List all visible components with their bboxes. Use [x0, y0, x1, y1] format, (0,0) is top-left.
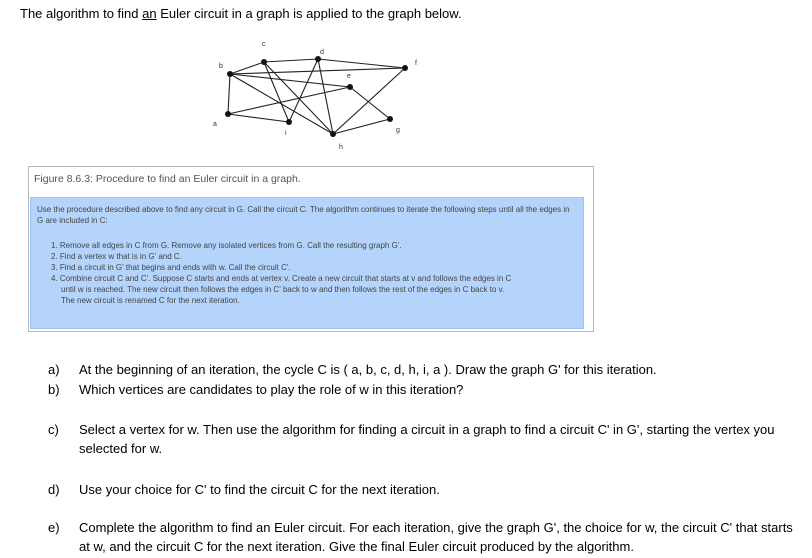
label-d: d: [320, 49, 324, 56]
label-h: h: [339, 144, 343, 151]
vertex-e: [347, 84, 353, 90]
question-e-text: Complete the algorithm to find an Euler circuit. For each iteration, give the graph G', the choice for w, the circuit C' that starts at w, and the circuit C for the next iteration. Give the final Euler circuit produced by the algorithm.: [79, 520, 793, 554]
question-b-label: b): [48, 382, 60, 397]
label-i: i: [285, 130, 287, 137]
figure-caption: Figure 8.6.3: Procedure to find an Euler circuit in a graph.: [34, 173, 301, 185]
label-c: c: [262, 41, 266, 48]
question-c-label: c): [48, 422, 59, 437]
vertex-c: [261, 59, 267, 65]
graph-edges: [228, 59, 405, 134]
vertex-d: [315, 56, 321, 62]
procedure-box: [30, 197, 584, 329]
edge-b-f: [230, 68, 405, 74]
edge-b-a: [228, 74, 230, 114]
intro-before: The algorithm to find: [20, 6, 143, 21]
vertex-g: [387, 116, 393, 122]
label-b: b: [219, 63, 223, 70]
edge-d-i: [289, 59, 318, 122]
question-d-text: Use your choice for C' to find the circuit C for the next iteration.: [79, 482, 440, 497]
vertex-i: [286, 119, 292, 125]
step-2: 2. Find a vertex w that is in G' and C.: [51, 252, 182, 261]
label-a: a: [213, 121, 217, 128]
vertex-a: [225, 111, 231, 117]
edge-d-f: [318, 59, 405, 68]
vertex-h: [330, 131, 336, 137]
intro-underlined: an: [142, 6, 157, 21]
question-e-label: e): [48, 520, 60, 535]
procedure-steps: [51, 240, 571, 306]
intro-text: [20, 6, 462, 21]
step-4-cont-2: The new circuit is renamed C for the next iteration.: [61, 296, 240, 305]
edge-a-i: [228, 114, 289, 122]
step-3: 3. Find a circuit in G' that begins and ends with w. Call the circuit C'.: [51, 263, 291, 272]
question-a-text: At the beginning of an iteration, the cycle C is ( a, b, c, d, h, i, a ). Draw the graph G' for this iteration.: [79, 362, 657, 377]
edge-e-g: [350, 87, 390, 119]
figure-panel: [28, 166, 594, 332]
vertex-b: [227, 71, 233, 77]
vertex-f: [402, 65, 408, 71]
question-b-text: Which vertices are candidates to play the role of w in this iteration?: [79, 382, 464, 397]
question-c-text: Select a vertex for w. Then use the algorithm for finding a circuit in a graph to find a circuit C' in G', starting the vertex you selected for w.: [79, 422, 775, 456]
procedure-intro: Use the procedure described above to find any circuit in G. Call the circuit C. The algorithm continues to iterate the following steps until all the edges in G are included in C:: [37, 205, 570, 225]
label-e: e: [347, 73, 351, 80]
edge-c-i: [264, 62, 289, 122]
step-1: 1. Remove all edges in C from G. Remove any isolated vertices from G. Call the resulting graph G'.: [51, 241, 402, 250]
graph-diagram: [200, 38, 430, 156]
edge-b-c: [230, 62, 264, 74]
label-f: f: [415, 60, 417, 67]
edge-c-d: [264, 59, 318, 62]
intro-after: Euler circuit in a graph is applied to the graph below.: [156, 6, 462, 21]
question-d-label: d): [48, 482, 60, 497]
question-a-label: a): [48, 362, 60, 377]
edge-a-e: [228, 87, 350, 114]
step-4-cont-1: until w is reached. The new circuit then follows the edges in C' back to w and then follows the rest of the edges in C back to v.: [61, 285, 505, 294]
step-4: 4. Combine circuit C and C'. Suppose C starts and ends at vertex v. Create a new circuit that starts at v and follows the edges in C: [51, 274, 512, 283]
label-g: g: [396, 127, 400, 134]
